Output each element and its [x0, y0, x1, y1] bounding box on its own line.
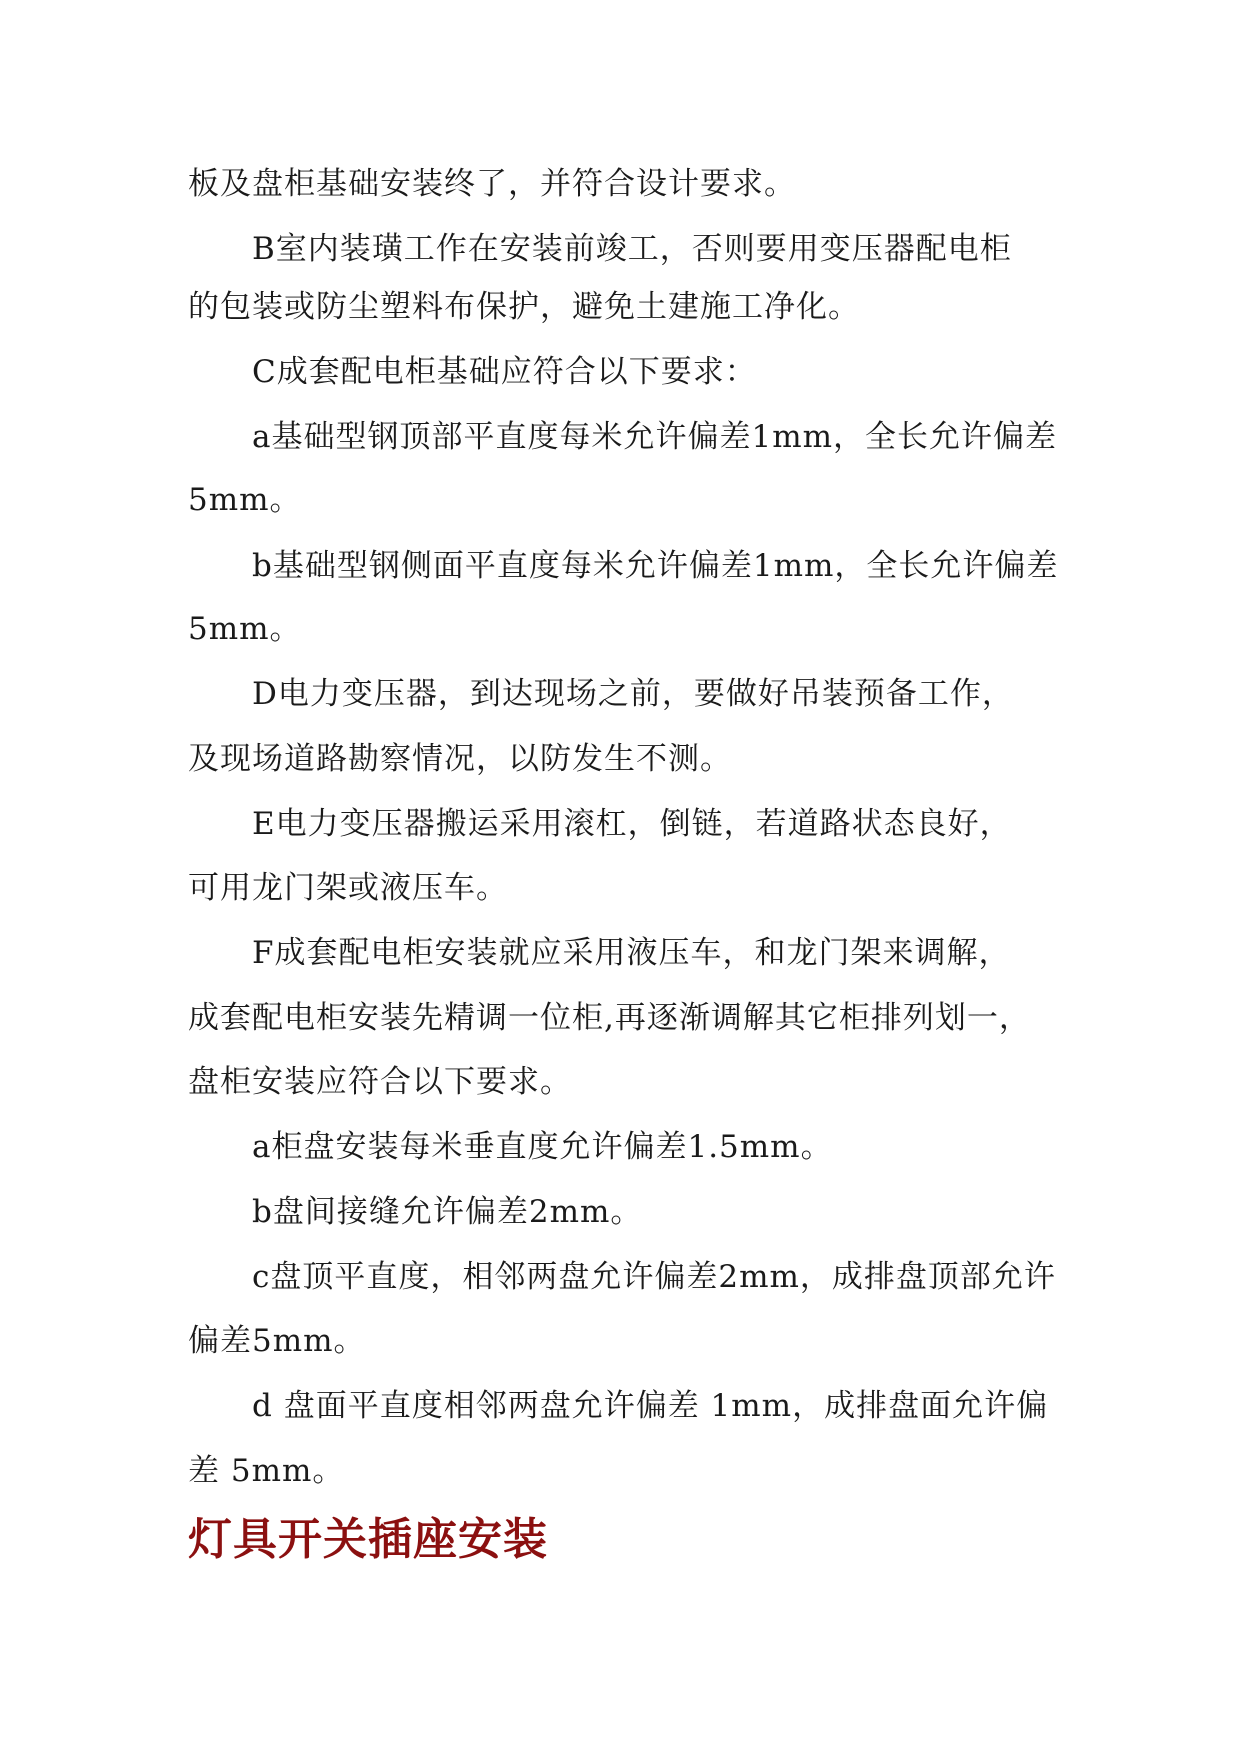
text-line-5: a基础型钢顶部平直度每米允许偏差1mm，全长允许偏差 — [252, 419, 1057, 455]
text-line-4: C成套配电柜基础应符合以下要求： — [252, 354, 757, 390]
text-line-9: D电力变压器，到达现场之前，要做好吊装预备工作， — [252, 676, 1014, 712]
text-line-17: b盘间接缝允许偏差2mm。 — [252, 1194, 643, 1230]
text-line-20: d 盘面平直度相邻两盘允许偏差 1mm，成排盘面允许偏 — [252, 1388, 1049, 1424]
text-line-1: 板及盘柜基础安装终了，并符合设计要求。 — [188, 166, 796, 202]
text-line-6: 5mm。 — [188, 482, 302, 518]
text-line-2: B室内装璜工作在安装前竣工，否则要用变压器配电柜 — [252, 231, 1012, 267]
text-line-8: 5mm。 — [188, 611, 302, 647]
text-line-18: c盘顶平直度，相邻两盘允许偏差2mm，成排盘顶部允许 — [252, 1259, 1056, 1295]
text-line-16: a柜盘安装每米垂直度允许偏差1.5mm。 — [252, 1129, 833, 1165]
text-line-10: 及现场道路勘察情况，以防发生不测。 — [188, 741, 732, 777]
text-line-3: 的包装或防尘塑料布保护，避免土建施工净化。 — [188, 289, 860, 325]
text-line-13: F成套配电柜安装就应采用液压车，和龙门架来调解， — [252, 935, 1011, 971]
text-line-12: 可用龙门架或液压车。 — [188, 870, 508, 906]
text-line-7: b基础型钢侧面平直度每米允许偏差1mm，全长允许偏差 — [252, 548, 1059, 584]
text-line-21: 差 5mm。 — [188, 1453, 345, 1489]
section-heading: 灯具开关插座安装 — [188, 1514, 548, 1565]
text-line-15: 盘柜安装应符合以下要求。 — [188, 1064, 572, 1100]
text-line-19: 偏差5mm。 — [188, 1323, 366, 1359]
text-line-14: 成套配电柜安装先精调一位柜,再逐渐调解其它柜排列划一， — [188, 1000, 1031, 1036]
text-line-11: E电力变压器搬运采用滚杠，倒链，若道路状态良好， — [252, 806, 1012, 842]
